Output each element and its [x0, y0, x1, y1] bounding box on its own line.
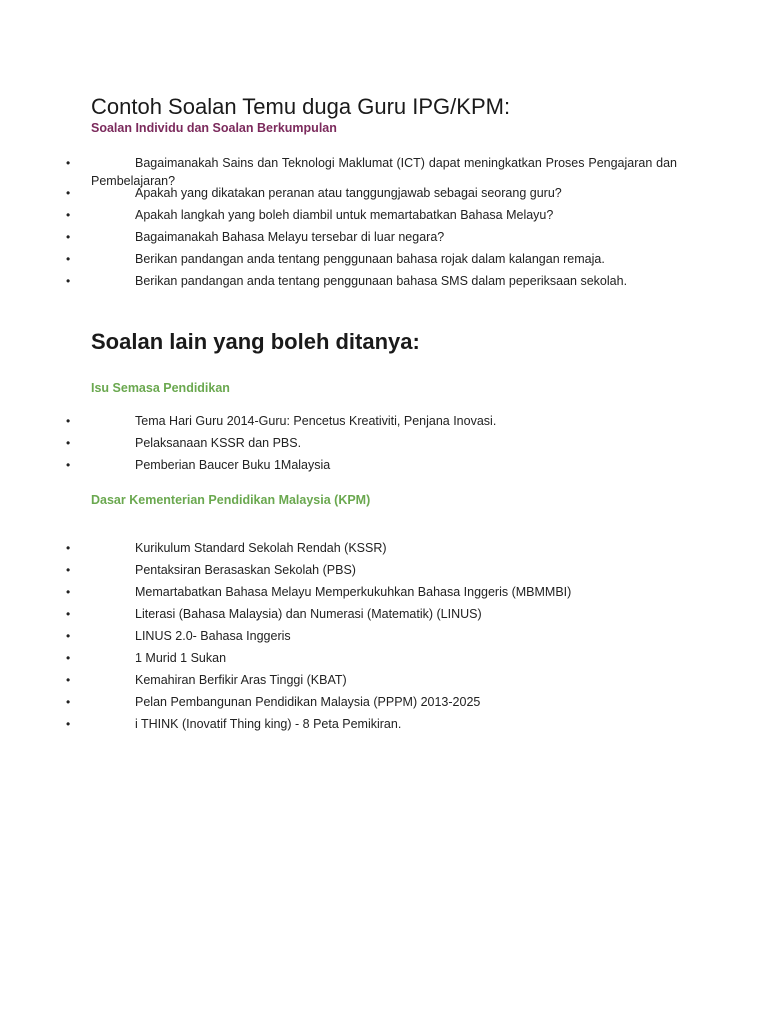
bullet-icon: •: [66, 252, 71, 266]
list-item: [0, 647, 768, 669]
main-heading: Contoh Soalan Temu duga Guru IPG/KPM:: [91, 94, 511, 119]
bullet-icon: •: [66, 186, 71, 200]
list-item-text: Tema Hari Guru 2014-Guru: Pencetus Kreativiti, Penjana Inovasi.: [135, 414, 497, 428]
list-item: [0, 410, 768, 432]
list-item-text: Berikan pandangan anda tentang penggunaan bahasa rojak dalam kalangan remaja.: [135, 252, 605, 266]
bullet-icon: •: [66, 629, 71, 643]
list-item: [0, 603, 768, 625]
list-item-text: Apakah langkah yang boleh diambil untuk memartabatkan Bahasa Melayu?: [135, 208, 554, 222]
list-item-text: i THINK (Inovatif Thing king) - 8 Peta Pemikiran.: [135, 717, 402, 731]
list-item: [0, 204, 768, 226]
list-item: [0, 537, 768, 559]
subheading-kpm-policy: Dasar Kementerian Pendidikan Malaysia (KPM): [91, 493, 371, 507]
list-item: [0, 581, 768, 603]
question-list-individual: [0, 152, 768, 292]
list-item: [0, 625, 768, 647]
other-questions-heading: Soalan lain yang boleh ditanya:: [91, 329, 420, 354]
list-item: [0, 432, 768, 454]
list-item-text: Apakah yang dikatakan peranan atau tanggungjawab sebagai seorang guru?: [135, 186, 562, 200]
bullet-icon: •: [66, 230, 71, 244]
bullet-icon: •: [66, 541, 71, 555]
list-item-text: Bagaimanakah Bahasa Melayu tersebar di luar negara?: [135, 230, 445, 244]
list-item-text: Pelan Pembangunan Pendidikan Malaysia (PPPM) 2013-2025: [135, 695, 481, 709]
bullet-icon: •: [66, 563, 71, 577]
list-item: [0, 713, 768, 735]
list-item-text: Berikan pandangan anda tentang penggunaan bahasa SMS dalam peperiksaan sekolah.: [135, 274, 628, 288]
bullet-icon: •: [66, 607, 71, 621]
bullet-icon: •: [66, 717, 71, 731]
list-item-text: Pemberian Baucer Buku 1Malaysia: [135, 458, 331, 472]
list-item: [0, 454, 768, 476]
list-item-text: LINUS 2.0- Bahasa Inggeris: [135, 629, 291, 643]
list-item-text: Bagaimanakah Sains dan Teknologi Maklumat (ICT) dapat meningkatkan Proses Pengajaran dan Pembelajaran?: [91, 156, 677, 188]
subheading-individual-group: Soalan Individu dan Soalan Berkumpulan: [91, 121, 337, 135]
list-item: [0, 691, 768, 713]
bullet-icon: •: [66, 436, 71, 450]
list-item: [0, 669, 768, 691]
bullet-icon: •: [66, 156, 71, 170]
bullet-icon: •: [66, 585, 71, 599]
subheading-current-issues: Isu Semasa Pendidikan: [91, 381, 230, 395]
list-item: [0, 559, 768, 581]
list-item-text: Pentaksiran Berasaskan Sekolah (PBS): [135, 563, 356, 577]
list-item-text: Memartabatkan Bahasa Melayu Memperkukuhkan Bahasa Inggeris (MBMMBI): [135, 585, 572, 599]
bullet-icon: •: [66, 651, 71, 665]
current-issues-list: [0, 410, 768, 476]
bullet-icon: •: [66, 673, 71, 687]
bullet-icon: •: [66, 274, 71, 288]
bullet-icon: •: [66, 695, 71, 709]
list-item-text: Kurikulum Standard Sekolah Rendah (KSSR): [135, 541, 387, 555]
list-item-text: 1 Murid 1 Sukan: [135, 651, 227, 665]
bullet-icon: •: [66, 208, 71, 222]
list-item-text: Pelaksanaan KSSR dan PBS.: [135, 436, 302, 450]
list-item-text: Kemahiran Berfikir Aras Tinggi (KBAT): [135, 673, 347, 687]
list-item: [0, 248, 768, 270]
list-item: [0, 226, 768, 248]
list-item-text: Literasi (Bahasa Malaysia) dan Numerasi (Matematik) (LINUS): [135, 607, 482, 621]
list-item: [0, 270, 768, 292]
bullet-icon: •: [66, 458, 71, 472]
list-item: [0, 182, 768, 204]
bullet-icon: •: [66, 414, 71, 428]
kpm-policy-list: [0, 537, 768, 735]
